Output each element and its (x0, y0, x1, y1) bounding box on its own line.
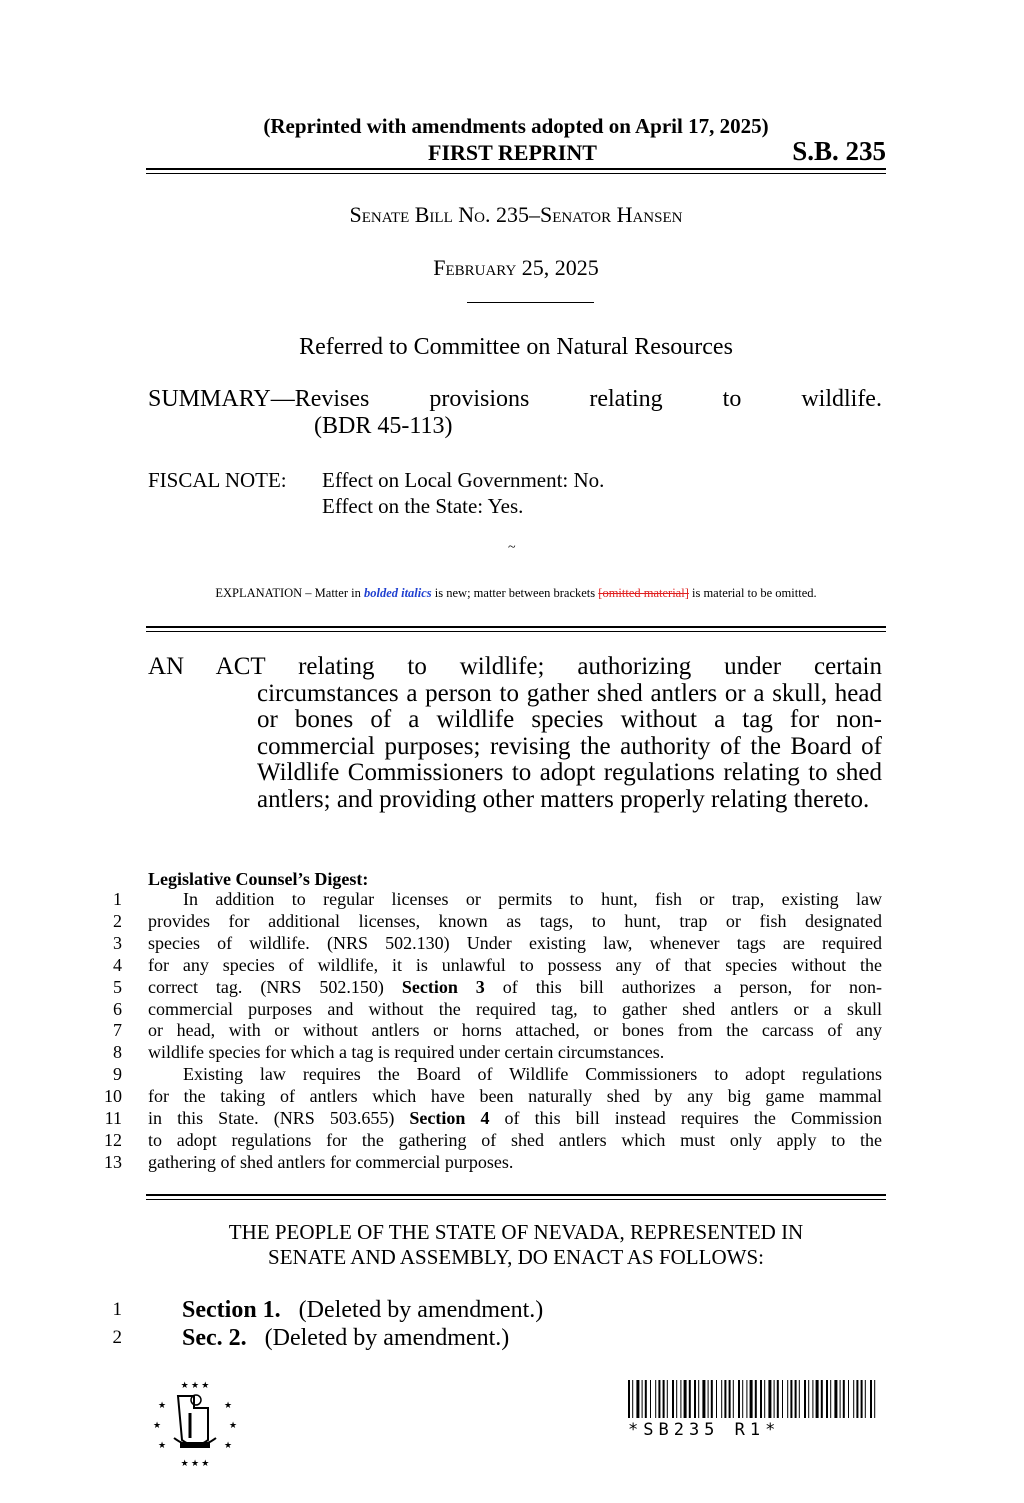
bill-section (94, 1324, 834, 1352)
title-divider (467, 302, 594, 303)
line-number: 7 (113, 1020, 122, 1041)
digest-text-part: in this State. (NRS 503.655) (148, 1108, 410, 1129)
digest-line (94, 999, 882, 1021)
svg-text:★: ★ (224, 1400, 233, 1410)
act-body: circumstances a person to gather shed antlers or a skull, head or bones of a wildlife species without a tag for non-commercial purposes; revising the authority of the Board of Wildlife Commissioners to adopt regulations relating to shed antlers; and providing other matters properly relating thereto. (257, 679, 882, 813)
digest-line (94, 977, 882, 999)
summary-word: wildlife. (801, 386, 882, 412)
line-number: 10 (104, 1086, 122, 1107)
header-rule (146, 168, 886, 174)
svg-text:★ ★ ★: ★ ★ ★ (180, 1458, 210, 1468)
digest-line (94, 1042, 882, 1064)
line-number: 12 (104, 1129, 122, 1150)
bill-date: February 25, 2025 (433, 255, 599, 280)
digest-body (94, 889, 882, 1174)
digest-text: Existing law requires the Board of Wildlife Commissioners to adopt regulations (183, 1064, 882, 1085)
section-reference: Section 3 (401, 976, 485, 997)
first-reprint-label: FIRST REPRINT (428, 140, 597, 165)
enacting-line: SENATE AND ASSEMBLY, DO ENACT AS FOLLOWS: (268, 1245, 764, 1269)
fiscal-local-effect: Effect on Local Government: No. (322, 468, 605, 492)
digest-line (94, 1064, 882, 1086)
section-text (182, 1324, 509, 1352)
section-label: Section 1. (182, 1297, 281, 1323)
section-reference: Section 4 (409, 1108, 490, 1129)
digest-title: Legislative Counsel’s Digest: (148, 869, 369, 889)
digest-text (148, 977, 882, 999)
explanation-text: is new; matter between brackets (431, 586, 599, 600)
line-number: 3 (113, 932, 122, 953)
digest-line (94, 1130, 882, 1152)
fiscal-note (148, 467, 604, 519)
digest-text (148, 1108, 882, 1130)
fiscal-note-label: FISCAL NOTE: (148, 468, 287, 492)
summary-line (148, 386, 882, 413)
barcode-text: *SB235 R1* (628, 1420, 781, 1440)
digest-text-part: of this bill authorizes a person, for non- (484, 976, 883, 997)
digest-line (94, 1108, 882, 1130)
nevada-seal-icon (150, 1378, 240, 1473)
line-number: 13 (104, 1151, 122, 1172)
bill-sections (94, 1296, 834, 1352)
act-first-line: AN ACT relating to wildlife; authorizing under certain (148, 653, 882, 680)
svg-text:★: ★ (224, 1440, 233, 1450)
enacting-clause (146, 1220, 886, 1270)
line-number: 5 (113, 976, 122, 997)
explanation-rule (146, 626, 886, 632)
summary (148, 386, 882, 440)
reprint-note: (Reprinted with amendments adopted on April 17, 2025) (263, 114, 769, 138)
digest-rule (146, 1194, 886, 1200)
summary-word: provisions (429, 386, 530, 412)
digest-text: In addition to regular licenses or permits to hunt, fish or trap, existing law (183, 889, 882, 909)
digest-text-part: correct tag. (NRS 502.150) (148, 976, 402, 997)
barcode-icon (628, 1380, 878, 1423)
committee-referral: Referred to Committee on Natural Resources (299, 334, 733, 360)
explanation-new-sample: bolded italics (363, 586, 432, 600)
digest-text: provides for additional licenses, known as tags, to hunt, trap or fish designated (148, 910, 882, 931)
line-number: 2 (113, 910, 122, 931)
line-number: 1 (113, 889, 122, 909)
svg-text:★: ★ (153, 1420, 162, 1430)
digest-text: species of wildlife. (NRS 502.130) Under existing law, whenever tags are required (148, 932, 882, 953)
digest-line (94, 955, 882, 977)
digest-text: wildlife species for which a tag is required under certain circumstances. (148, 1042, 665, 1063)
digest-text: gathering of shed antlers for commercial purposes. (148, 1151, 514, 1172)
line-number: 2 (112, 1327, 122, 1348)
digest-line (94, 1020, 882, 1042)
svg-text:★ ★ ★: ★ ★ ★ (180, 1380, 210, 1390)
digest-text: commercial purposes and without the required tag, to gather shed antlers or a skull (148, 998, 882, 1019)
explanation-legend (146, 586, 886, 601)
explanation-text: EXPLANATION – Matter in (215, 586, 364, 600)
section-content: (Deleted by amendment.) (298, 1297, 544, 1323)
fiscal-state-effect: Effect on the State: Yes. (322, 494, 524, 518)
line-number: 11 (104, 1108, 122, 1129)
tilde-mark: ~ (508, 540, 516, 555)
digest-line (94, 1086, 882, 1108)
section-text (182, 1296, 543, 1324)
section-content: (Deleted by amendment.) (264, 1325, 510, 1351)
line-number: 8 (113, 1042, 122, 1063)
explanation-omitted-sample: [omitted material] (598, 586, 689, 600)
summary-bdr: (BDR 45-113) (314, 413, 453, 439)
digest-text: for any species of wildlife, it is unlawful to possess any of that species without the (148, 954, 882, 975)
act-title (148, 654, 882, 814)
line-number: 4 (113, 954, 122, 975)
digest-line (94, 1152, 882, 1174)
line-number: 6 (113, 998, 122, 1019)
summary-word: to (722, 386, 742, 412)
digest-text-part: of this bill instead requires the Commission (489, 1108, 882, 1129)
line-number: 9 (113, 1064, 122, 1085)
digest-text: for the taking of antlers which have been naturally shed by any big game mammal (148, 1086, 882, 1107)
digest-line (94, 933, 882, 955)
digest-text: to adopt regulations for the gathering of shed antlers which must only apply to the (148, 1129, 882, 1150)
svg-text:★: ★ (158, 1400, 167, 1410)
svg-text:★: ★ (229, 1420, 238, 1430)
enacting-line: THE PEOPLE OF THE STATE OF NEVADA, REPRESENTED IN (228, 1220, 804, 1244)
svg-text:★: ★ (158, 1440, 167, 1450)
section-label: Sec. 2. (182, 1325, 247, 1351)
summary-word: SUMMARY—Revises (148, 386, 370, 412)
digest-text: or head, with or without antlers or horns attached, or bones from the carcass of any (148, 1020, 882, 1041)
line-number: 1 (112, 1299, 122, 1320)
bill-sponsor-line: Senate Bill No. 235–Senator Hansen (349, 202, 683, 227)
digest-line (94, 889, 882, 911)
bill-number: S.B. 235 (792, 136, 886, 166)
bill-section (94, 1296, 834, 1324)
explanation-text: is material to be omitted. (688, 586, 817, 600)
digest-line (94, 911, 882, 933)
summary-word: relating (589, 386, 663, 412)
